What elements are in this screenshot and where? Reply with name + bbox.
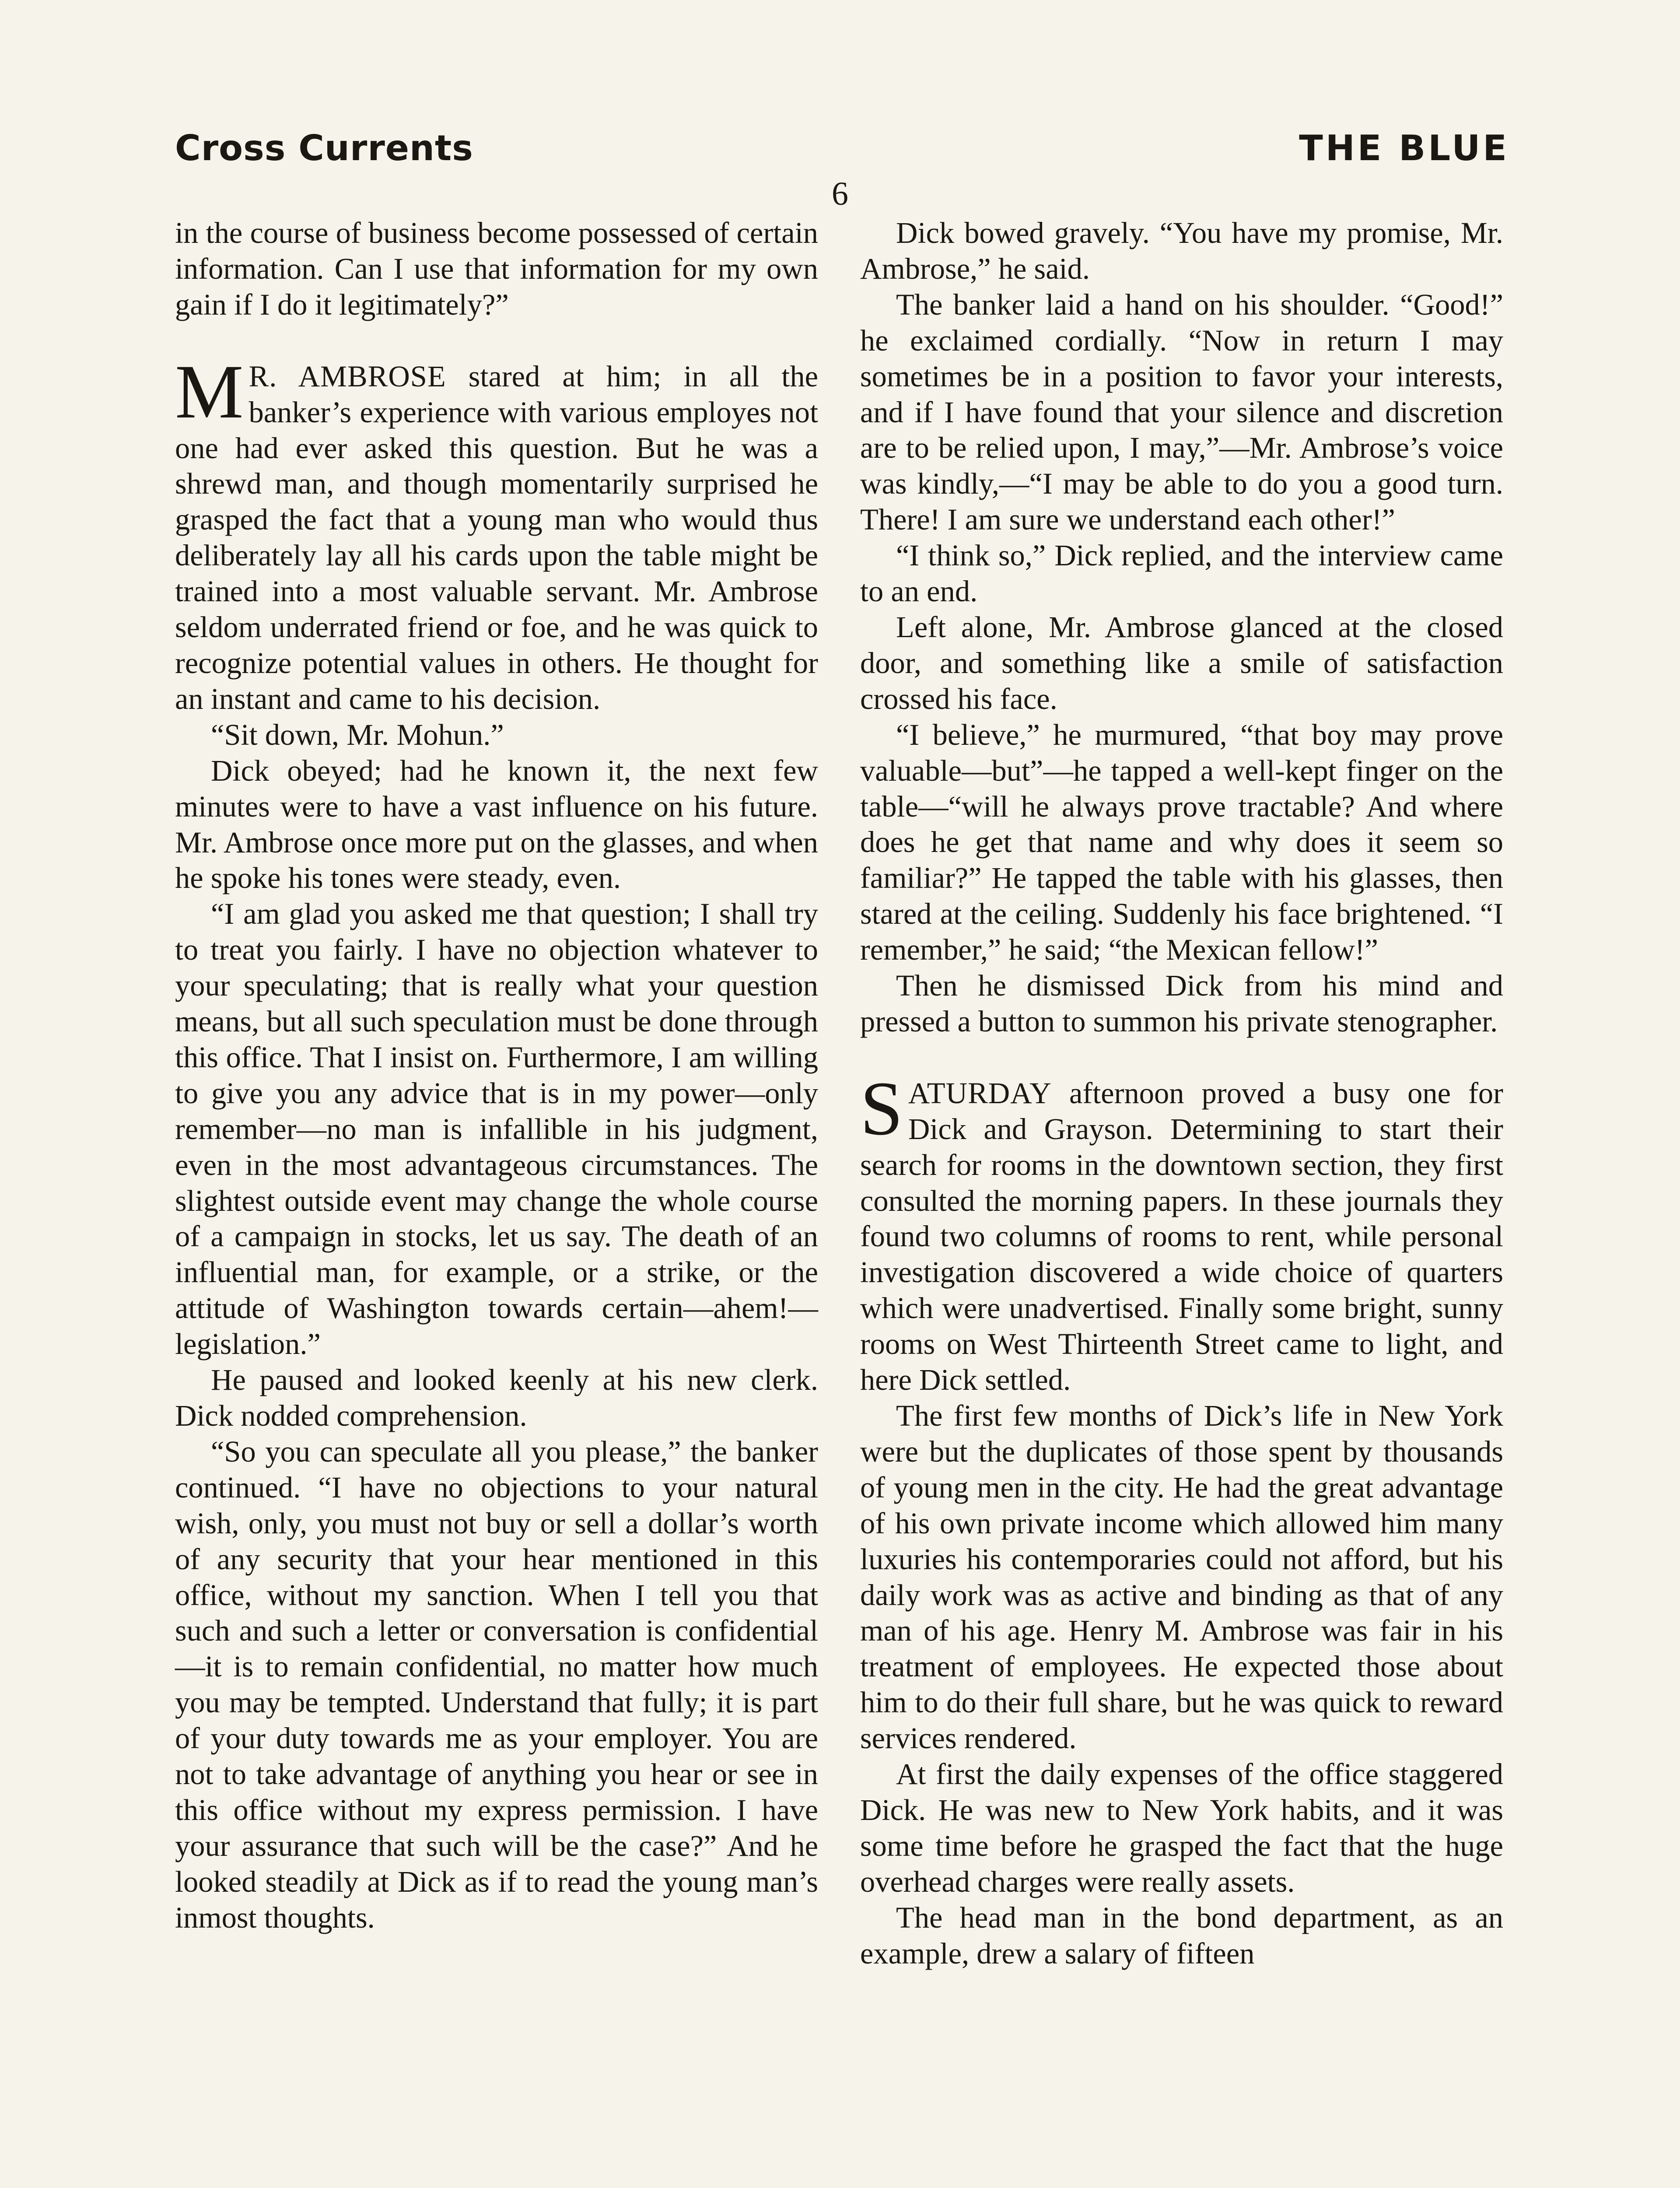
paragraph: Then he dismissed Dick from his mind and pressed a button to summon his private stenographer. xyxy=(860,969,1503,1038)
drop-cap-letter: S xyxy=(860,1066,903,1151)
paragraph: Dick bowed gravely. “You have my promise, Mr. Ambrose,” he said. xyxy=(860,216,1503,285)
paragraph: At first the daily expenses of the office staggered Dick. He was new to New York habits, and it was some time before he grasped the fact that the huge overhead charges were really assets. xyxy=(860,1757,1503,1898)
paragraph-body: afternoon proved a busy one for Dick and Grayson. Determining to start their search for rooms in the downtown section, they first consulted the morning papers. In these journals they found two columns of rooms to rent, while personal investigation discovered a wide choice of quarters which were unadvertised. Finally some bright, sunny rooms on West Thirteenth Street came to light, and here Dick settled. xyxy=(860,1076,1503,1397)
paragraph: “I believe,” he murmured, “that boy may prove valuable—but”—he tapped a well-kept finger on the table—“will he always prove tractable? And where does he get that name and why does it seem so familiar?” He tapped the table with his glasses, then stared at the ceiling. Suddenly his face brightened. “I remember,” he said; “the Mexican fellow!” xyxy=(860,718,1503,967)
text-column-right xyxy=(860,215,1503,1972)
drop-cap-letter: M xyxy=(175,349,244,435)
running-head-title: Cross Currents xyxy=(175,128,473,168)
paragraph: “So you can speculate all you please,” the banker continued. “I have no objections to your natural wish, only, you must not buy or sell a dollar’s worth of any security that your hear mentioned in this office, without my sanction. When I tell you that such and such a letter or conversation is confidential—it is to remain confidential, no matter how much you may be tempted. Understand that fully; it is part of your duty towards me as your employer. You are not to take advantage of anything you hear or see in this office without my express permission. I have your assurance that such will be the case?” And he looked steadily at Dick as if to read the young man’s inmost thoughts. xyxy=(175,1434,818,1934)
paragraph: Dick obeyed; had he known it, the next few minutes were to have a vast influence on his future. Mr. Ambrose once more put on the glasses, and when he spoke his tones were steady, even. xyxy=(175,754,818,895)
paragraph: “I think so,” Dick replied, and the interview came to an end. xyxy=(860,539,1503,608)
drop-cap-paragraph xyxy=(175,349,818,717)
paragraph-body: stared at him; in all the banker’s experience with various employes not one had ever asked this question. But he was a shrewd man, and though momentarily surprised he grasped the fact that a young man who would thus deliberately lay all his cards upon the table might be trained into a most valuable servant. Mr. Ambrose seldom underrated friend or foe, and he was quick to recognize potential values in others. He thought for an instant and came to his decision. xyxy=(175,359,818,715)
lead-in-caps: ATURDAY xyxy=(908,1076,1052,1110)
paragraph: The head man in the bond department, as an example, drew a salary of fifteen xyxy=(860,1900,1503,1970)
running-head-magazine: THE BLUE xyxy=(1299,128,1509,168)
drop-cap-paragraph xyxy=(860,1066,1503,1398)
paragraph: “Sit down, Mr. Mohun.” xyxy=(211,718,504,751)
paragraph: Left alone, Mr. Ambrose glanced at the closed door, and something like a smile of satisfaction crossed his face. xyxy=(860,610,1503,715)
paragraph: The first few months of Dick’s life in New York were but the duplicates of those spent by thousands of young men in the city. He had the great advantage of his own private income which allowed him many luxuries his contemporaries could not afford, but his daily work was as active and binding as that of any man of his age. Henry M. Ambrose was fair in his treatment of employees. He expected those about him to do their full share, but he was quick to reward services rendered. xyxy=(860,1399,1503,1755)
lead-in-caps: R. AMBROSE xyxy=(248,359,446,393)
paragraph: The banker laid a hand on his shoulder. “Good!” he exclaimed cordially. “Now in return I may sometimes be in a position to favor your interests, and if I have found that your silence and discretion are to be relied upon, I may,”—Mr. Ambrose’s voice was kindly,—“I may be able to do you a good turn. There! I am sure we understand each other!” xyxy=(860,288,1503,536)
paragraph: “I am glad you asked me that question; I shall try to treat you fairly. I have no objection whatever to your speculating; that is really what your question means, but all such speculation must be done through this office. That I insist on. Furthermore, I am willing to give you any advice that is in my power—only remember—no man is infallible in his judgment, even in the most advantageous circumstances. The slightest outside event may change the whole course of a campaign in stocks, let us say. The death of an influential man, for example, or a strike, or the attitude of Washington towards certain—ahem!—legislation.” xyxy=(175,897,818,1361)
paragraph: He paused and looked keenly at his new clerk. Dick nodded comprehension. xyxy=(175,1363,818,1432)
page-number: 6 xyxy=(832,175,848,212)
text-column-left xyxy=(175,215,818,1936)
paragraph: in the course of business become possessed of certain information. Can I use that information for my own gain if I do it legitimately?” xyxy=(175,216,818,321)
